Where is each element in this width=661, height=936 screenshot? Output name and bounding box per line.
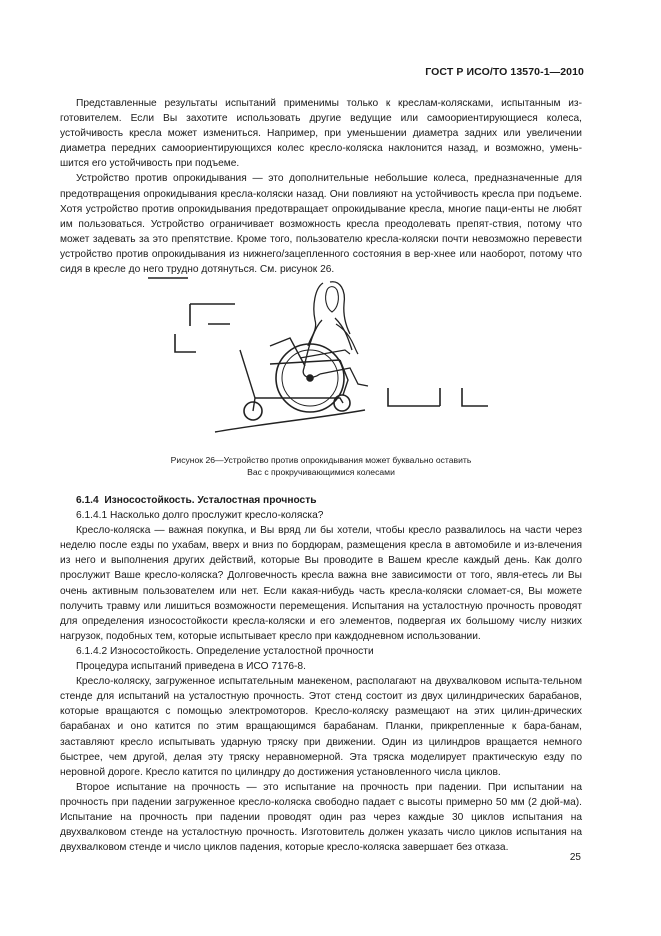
stair-step-right xyxy=(388,388,488,406)
figure-26-illustration xyxy=(140,268,520,448)
person-face xyxy=(326,287,339,312)
paragraph-anti-tip: Устройство против опрокидывания — это дополнительные небольшие колеса, предназначенные для предотвращения опрокидывания кресла-коляски назад. Они повлияют на устойчивость кресла при подъеме. Хотя устройство против опрокидывания предотвращает опрокидывание кресла, многие паци-енты не любят им пользоваться. Устройство ограничивает возможность кресла преодолевать препят-ствия, потому что может задевать за это препятствие. Кроме того, пользователю кресла-коляски почти невозможно перевести устройство против опрокидывания из нижнего/зацепленного состояния в вер-хнее или наоборот, потому что сидя в кресле до него трудно дотянуться. См. рисунок 26. xyxy=(60,173,582,276)
bottom-text-block xyxy=(60,493,582,855)
paragraph-drop-test: Второе испытание на прочность — это испытание на прочность при падении. При испытании на прочность при падении загруженное кресло-коляска свободно падает с высоты примерно 50 мм (2 дюй-ма). Испытание на прочность при падении проводят один раз через каждые 30 циклов испытания на двухвалковом стенде на усталостную прочность. Изготовитель должен указать число циклов испытания на двухвалковом стенде и число циклов падения, которые кресло-коляска завершает без отказа. xyxy=(60,781,582,854)
person-hair xyxy=(308,282,350,346)
figure-caption xyxy=(60,454,582,478)
paragraph-durability: Кресло-коляска — важная покупка, и Вы вряд ли бы хотели, чтобы кресло развалилось на части через неделю после езды по ухабам, вверх и вниз по бордюрам, размещения кресла в автомобиле и из-влечения из него и выполнения других действий, которые Вы проводите в Вашем кресле каждый день. Как долго прослужит Ваше кресло-коляска? Долговечность кресла важна вне зависимости от того, явля-етесь ли Вы очень активным пользователем или нет. Если какая-нибудь часть кресла-коляски сломает-ся, Вы можете получить травму или лишиться возможности перемещения. Испытания на усталостную прочность проводят для определения износостойкости кресла-коляски и его элементов, подвергая их большому числу низких нагрузок, подобных тем, которые испытывает кресло при каждодневном использовании. xyxy=(60,525,582,642)
section-6-1-4-number: 6.1.4 xyxy=(76,495,99,506)
figure-caption-line-2: Вас с прокручивающимися колесами xyxy=(247,467,395,477)
stair-step-upper xyxy=(190,304,235,326)
figure-caption-line-1: Рисунок 26—Устройство против опрокидывания может буквально оставить xyxy=(170,455,472,465)
section-6-1-4-1-heading xyxy=(60,508,582,523)
paragraph-double-drum: Кресло-коляску, загруженное испытательным манекеном, располагают на двухвалковом испыта-тельном стенде для испытаний на усталостную прочность. Этот стенд состоит из двух цилиндрических барабанов, которые вращаются с помощью электромоторов. Кресло-коляску размещают на этих цилин-дрических барабанах и оно катится по этим вращающимся барабанам. Планки, прикрепленные к бара-банам, заставляют кресло испытывать ударную тряску при движении. Один из цилиндров вращается немного быстрее, чем другой, делая эту тряску неравномерной. Эта тряска моделирует практическую езду по неровной дороге. Кресло катится по цилиндру до достижения установленного числа циклов. xyxy=(60,676,582,778)
stair-step-lower xyxy=(175,334,196,352)
section-6-1-4-title: Износостойкость. Усталостная прочность xyxy=(104,495,317,506)
section-6-1-4-2-number: 6.1.4.2 xyxy=(76,645,108,657)
page-number: 25 xyxy=(569,852,581,863)
section-6-1-4-1-title: Насколько долго прослужит кресло-коляска? xyxy=(110,510,324,522)
top-text-block xyxy=(60,96,582,277)
paragraph-procedure: Процедура испытаний приведена в ИСО 7176-8. xyxy=(76,661,306,673)
section-6-1-4-1-number: 6.1.4.1 xyxy=(76,510,108,522)
paragraph-results: Представленные результаты испытаний применимы только к креслам-колясками, испытанным из-готовителем. Если Вы захотите использовать другие ведущие или самоориентирующиеся колеса, устойчивость кресла может измениться. Например, при уменьшении диаметра задних или увеличении диаметра передних самоориентирующихся колес кресло-коляска наклонится назад, и возможно, умень-шится его устойчивость при подъеме. xyxy=(60,98,582,170)
section-6-1-4-heading xyxy=(60,493,582,508)
ground-line xyxy=(215,410,365,432)
section-6-1-4-2-heading xyxy=(60,644,582,659)
section-6-1-4-2-title: Износостойкость. Определение усталостной прочности xyxy=(110,645,374,657)
document-header: ГОСТ Р ИСО/ТО 13570-1—2010 xyxy=(425,66,584,78)
